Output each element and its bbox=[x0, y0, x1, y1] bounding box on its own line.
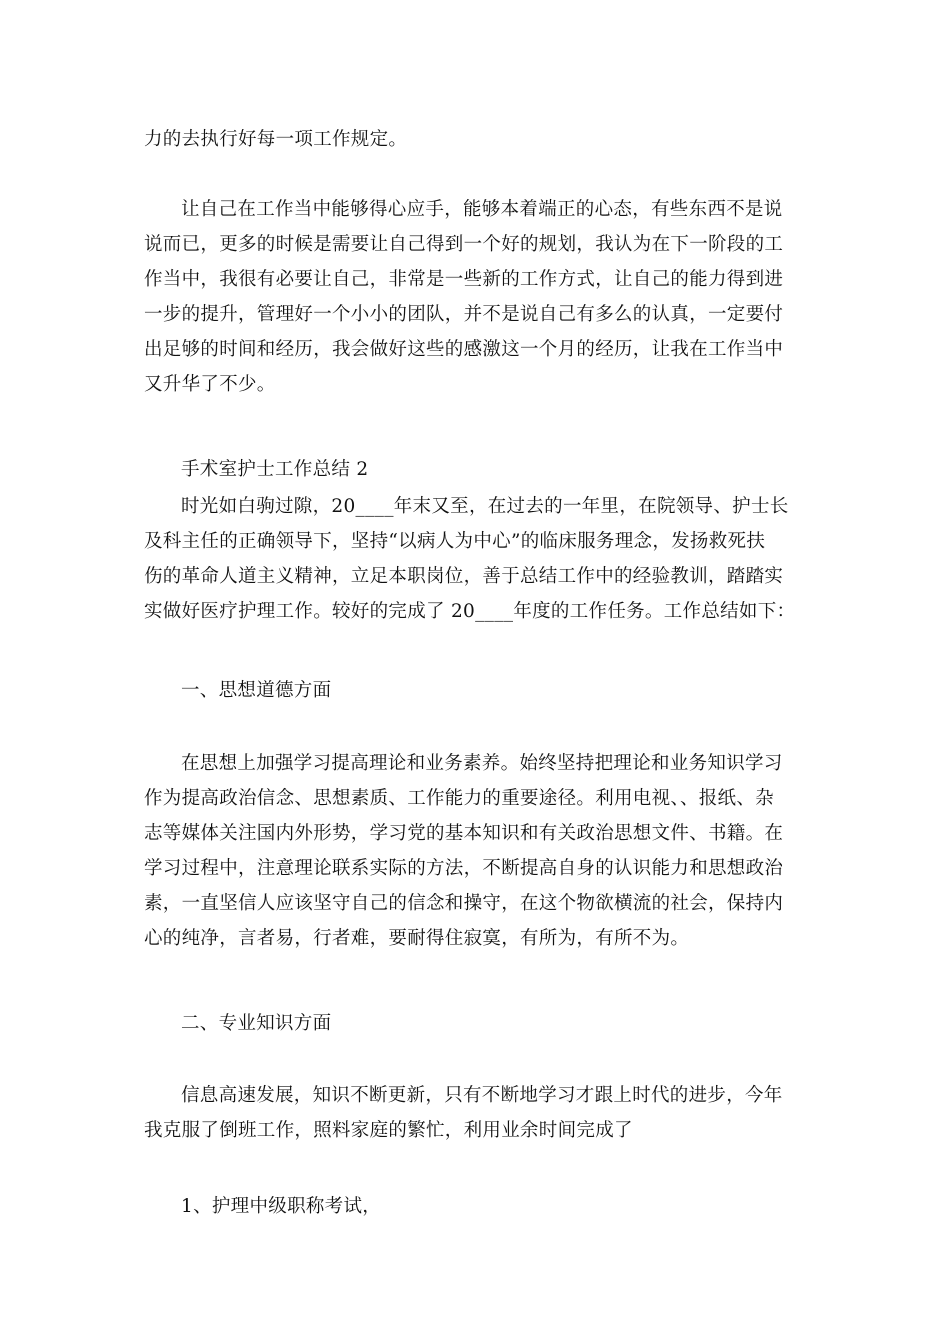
text-line: 作为提高政治信念、思想素质、工作能力的重要途径。利用电视、、报纸、杂 bbox=[144, 788, 774, 809]
text-line: 心的纯净，言者易，行者难，要耐得住寂寞，有所为，有所不为。 bbox=[144, 928, 690, 949]
heading-text: 手术室护士工作总结 2 bbox=[181, 459, 369, 480]
text-line: 我克服了倒班工作，照料家庭的繁忙，利用业余时间完成了 bbox=[144, 1120, 633, 1141]
text-line: 一步的提升，管理好一个小小的团队，并不是说自己有多么的认真，一定要付 bbox=[144, 304, 784, 325]
paragraph-continuation bbox=[144, 122, 806, 157]
paragraph-self-improvement bbox=[144, 192, 806, 402]
text-line: 又升华了不少。 bbox=[144, 374, 276, 395]
paragraph-professional bbox=[144, 1078, 806, 1148]
text-line: 作当中，我很有必要让自己，非常是一些新的工作方式，让自己的能力得到进 bbox=[144, 269, 784, 290]
section-title: 一、思想道德方面 bbox=[181, 680, 332, 701]
text-line: 伤的革命人道主义精神，立足本职岗位，善于总结工作中的经验教训，踏踏实 bbox=[144, 566, 784, 587]
text-line: 时光如白驹过隙，20____年末又至，在过去的一年里，在院领导、护士长 bbox=[181, 496, 789, 517]
section-heading-2 bbox=[144, 1006, 806, 1041]
text-line: 信息高速发展，知识不断更新，只有不断地学习才跟上时代的进步，今年 bbox=[181, 1085, 783, 1106]
text-line: 实做好医疗护理工作。较好的完成了 20____年度的工作任务。工作总结如下： bbox=[144, 601, 796, 622]
list-item bbox=[144, 1189, 806, 1224]
list-item-text: 1、护理中级职称考试， bbox=[181, 1196, 382, 1217]
section-title: 二、专业知识方面 bbox=[181, 1013, 332, 1034]
section-heading-1 bbox=[144, 673, 806, 708]
text-line: 素，一直坚信人应该坚守自己的信念和操守，在这个物欲横流的社会，保持内 bbox=[144, 893, 784, 914]
paragraph-intro bbox=[144, 489, 806, 629]
text-line: 在思想上加强学习提高理论和业务素养。始终坚持把理论和业务知识学习 bbox=[181, 753, 783, 774]
text-line: 学习过程中，注意理论联系实际的方法，不断提高自身的认识能力和思想政治 bbox=[144, 858, 784, 879]
text-line: 让自己在工作当中能够得心应手，能够本着端正的心态，有些东西不是说 bbox=[181, 199, 783, 220]
text-line: 志等媒体关注国内外形势，学习党的基本知识和有关政治思想文件、书籍。在 bbox=[144, 823, 784, 844]
document-heading bbox=[144, 452, 806, 487]
text-line: 说而已，更多的时候是需要让自己得到一个好的规划，我认为在下一阶段的工 bbox=[144, 234, 784, 255]
text-line: 及科主任的正确领导下，坚持“以病人为中心”的临床服务理念，发扬救死扶 bbox=[144, 531, 766, 552]
paragraph-ideology bbox=[144, 746, 806, 956]
text-line: 出足够的时间和经历，我会做好这些的感激这一个月的经历，让我在工作当中 bbox=[144, 339, 784, 360]
text-line: 力的去执行好每一项工作规定。 bbox=[144, 129, 408, 150]
